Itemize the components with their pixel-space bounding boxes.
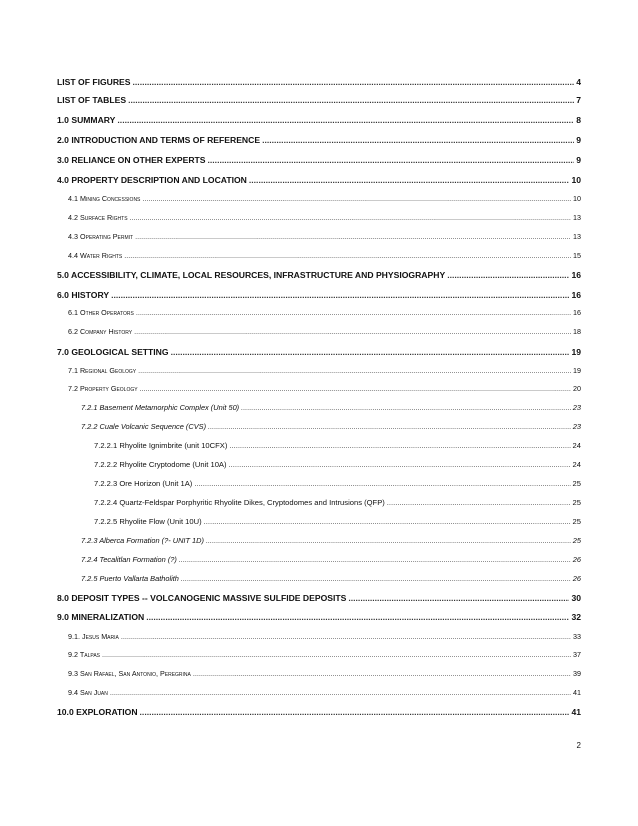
dot-leader — [121, 630, 571, 644]
toc-entry-title: 1.0 SUMMARY — [57, 115, 116, 125]
toc-entry-title: 7.2.5 Puerto Vallarta Batholith — [81, 574, 179, 583]
toc-entry[interactable] — [81, 534, 581, 548]
toc-entry-title: 7.2.2.4 Quartz-Feldspar Porphyritic Rhyolite Dikes, Cryptodomes and Intrusions (QFP) — [94, 498, 385, 507]
toc-entry-page: 9 — [576, 135, 581, 145]
toc-entry[interactable] — [68, 325, 581, 339]
toc-entry-title: 8.0 DEPOSIT TYPES -- VOLCANOGENIC MASSIVE SULFIDE DEPOSITS — [57, 593, 347, 603]
toc-entry-page: 4 — [576, 77, 581, 87]
toc-entry[interactable] — [57, 113, 581, 127]
dot-leader — [124, 249, 571, 263]
toc-entry-page: 41 — [573, 688, 581, 697]
toc-entry-page: 39 — [573, 669, 581, 678]
toc-entry-page: 25 — [572, 498, 581, 507]
toc-entry-page: 16 — [571, 290, 581, 300]
toc-entry-page: 33 — [573, 632, 581, 641]
toc-entry-title: 4.2 Surface Rights — [68, 213, 128, 222]
dot-leader — [194, 477, 570, 491]
toc-entry-page: 9 — [576, 155, 581, 165]
toc-entry-title: 7.2.2.3 Ore Horizon (Unit 1A) — [94, 479, 193, 488]
toc-entry[interactable] — [57, 591, 581, 605]
toc-entry-page: 19 — [571, 347, 581, 357]
toc-entry-page: 13 — [573, 213, 581, 222]
dot-leader — [134, 325, 571, 339]
toc-entry[interactable] — [68, 686, 581, 700]
toc-entry-page: 7 — [576, 95, 581, 105]
toc-entry[interactable] — [57, 705, 581, 719]
toc-entry-title: 9.0 MINERALIZATION — [57, 612, 145, 622]
toc-entry-page: 32 — [571, 612, 581, 622]
toc-entry-title: 4.0 PROPERTY DESCRIPTION AND LOCATION — [57, 175, 247, 185]
toc-entry-title: 5.0 ACCESSIBILITY, CLIMATE, LOCAL RESOURCES, INFRASTRUCTURE AND PHYSIOGRAPHY — [57, 270, 446, 280]
toc-entry-page: 24 — [572, 460, 581, 469]
toc-entry[interactable] — [68, 382, 581, 396]
toc-entry-title: 4.1 Mining Concessions — [68, 194, 141, 203]
toc-entry-page: 23 — [572, 422, 581, 431]
toc-entry-page: 30 — [571, 593, 581, 603]
toc-entry-title: 7.2.1 Basement Metamorphic Complex (Unit 50) — [81, 403, 240, 412]
dot-leader — [171, 345, 570, 359]
dot-leader — [208, 420, 571, 434]
dot-leader — [133, 75, 575, 89]
toc-entry-title: 7.2 Property Geology — [68, 384, 138, 393]
toc-entry-page: 25 — [572, 536, 581, 545]
toc-entry[interactable] — [57, 93, 581, 107]
toc-entry-page: 37 — [573, 650, 581, 659]
toc-entry-page: 26 — [572, 574, 581, 583]
toc-entry[interactable] — [81, 420, 581, 434]
toc-entry[interactable] — [94, 477, 581, 491]
toc-entry[interactable] — [81, 553, 581, 567]
toc-entry-title: 7.2.2.2 Rhyolite Cryptodome (Unit 10A) — [94, 460, 227, 469]
toc-entry-page: 13 — [573, 232, 581, 241]
toc-entry-page: 24 — [572, 441, 581, 450]
dot-leader — [128, 93, 574, 107]
toc-entry[interactable] — [57, 153, 581, 167]
dot-leader — [135, 230, 571, 244]
toc-entry-page: 25 — [572, 479, 581, 488]
dot-leader — [229, 458, 571, 472]
toc-entry-title: 7.2.2.5 Rhyolite Flow (Unit 10U) — [94, 517, 202, 526]
toc-entry[interactable] — [68, 230, 581, 244]
toc-entry[interactable] — [68, 364, 581, 378]
dot-leader — [241, 401, 571, 415]
toc-entry-page: 41 — [571, 707, 581, 717]
toc-entry-title: 7.0 GEOLOGICAL SETTING — [57, 347, 169, 357]
toc-entry-title: 7.1 Regional Geology — [68, 366, 137, 375]
toc-entry[interactable] — [57, 75, 581, 89]
toc-entry-title: 3.0 RELIANCE ON OTHER EXPERTS — [57, 155, 206, 165]
dot-leader — [140, 382, 571, 396]
toc-entry-page: 26 — [572, 555, 581, 564]
dot-leader — [111, 288, 569, 302]
toc-entry[interactable] — [94, 458, 581, 472]
toc-entry-title: 6.0 HISTORY — [57, 290, 110, 300]
dot-leader — [262, 133, 574, 147]
toc-entry[interactable] — [68, 249, 581, 263]
dot-leader — [229, 439, 570, 453]
toc-entry[interactable] — [94, 496, 581, 510]
toc-entry-title: 6.2 Company History — [68, 327, 133, 336]
toc-entry-page: 23 — [572, 403, 581, 412]
dot-leader — [130, 211, 571, 225]
dot-leader — [142, 192, 571, 206]
toc-entry-title: 7.2.3 Alberca Formation (?- UNIT 1D) — [81, 536, 204, 545]
toc-entry[interactable] — [57, 173, 581, 187]
dot-leader — [140, 705, 570, 719]
dot-leader — [249, 173, 570, 187]
toc-entry-page: 18 — [573, 327, 581, 336]
dot-leader — [146, 610, 569, 624]
toc-entry-title: 10.0 EXPLORATION — [57, 707, 138, 717]
toc-entry-page: 15 — [573, 251, 581, 260]
dot-leader — [138, 364, 571, 378]
toc-entry[interactable] — [68, 667, 581, 681]
dot-leader — [208, 153, 575, 167]
dot-leader — [110, 686, 571, 700]
dot-leader — [179, 553, 571, 567]
toc-entry-page: 10 — [573, 194, 581, 203]
dot-leader — [181, 572, 571, 586]
toc-entry-page: 20 — [573, 384, 581, 393]
toc-entry-title: 9.1. Jesus Maria — [68, 632, 119, 641]
toc-entry-title: 9.4 San Juan — [68, 688, 108, 697]
toc-entry[interactable] — [57, 288, 581, 302]
dot-leader — [348, 591, 569, 605]
dot-leader — [387, 496, 571, 510]
toc-entry[interactable] — [68, 630, 581, 644]
toc-entry-page: 8 — [576, 115, 581, 125]
toc-entry-title: 6.1 Other Operators — [68, 308, 134, 317]
toc-entry-title: 9.2 Talpas — [68, 650, 100, 659]
toc-entry-title: 9.3 San Rafael, San Antonio, Peregrina — [68, 669, 191, 678]
toc-entry[interactable] — [68, 192, 581, 206]
toc-entry-title: 7.2.2 Cuale Volcanic Sequence (CVS) — [81, 422, 207, 431]
toc-entry-title: 4.4 Water Rights — [68, 251, 123, 260]
toc-entry-title: 4.3 Operating Permit — [68, 232, 134, 241]
dot-leader — [206, 534, 571, 548]
dot-leader — [447, 268, 569, 282]
toc-entry-title: 7.2.4 Tecalitlan Formation (?) — [81, 555, 177, 564]
toc-entry-page: 10 — [571, 175, 581, 185]
toc-entry-page: 25 — [572, 517, 581, 526]
toc-entry-title: 7.2.2.1 Rhyolite Ignimbrite (unit 10CFX) — [94, 441, 228, 450]
toc-entry[interactable] — [57, 610, 581, 624]
toc-entry-title: LIST OF TABLES — [57, 95, 127, 105]
toc-entry[interactable] — [81, 572, 581, 586]
dot-leader — [136, 306, 571, 320]
toc-entry[interactable] — [68, 211, 581, 225]
toc-entry[interactable] — [68, 648, 581, 662]
toc-entry[interactable] — [94, 439, 581, 453]
toc-entry[interactable] — [57, 268, 581, 282]
toc-entry-title: 2.0 INTRODUCTION AND TERMS OF REFERENCE — [57, 135, 261, 145]
toc-entry[interactable] — [81, 401, 581, 415]
toc-entry-page: 16 — [573, 308, 581, 317]
toc-entry[interactable] — [94, 515, 581, 529]
toc-entry-page: 16 — [571, 270, 581, 280]
dot-leader — [117, 113, 574, 127]
dot-leader — [204, 515, 571, 529]
toc-entry[interactable] — [68, 306, 581, 320]
toc-entry-page: 19 — [573, 366, 581, 375]
toc-entry-title: LIST OF FIGURES — [57, 77, 131, 87]
toc-entry[interactable] — [57, 133, 581, 147]
dot-leader — [102, 648, 571, 662]
page-number: 2 — [576, 741, 581, 750]
dot-leader — [193, 667, 571, 681]
toc-entry[interactable] — [57, 345, 581, 359]
